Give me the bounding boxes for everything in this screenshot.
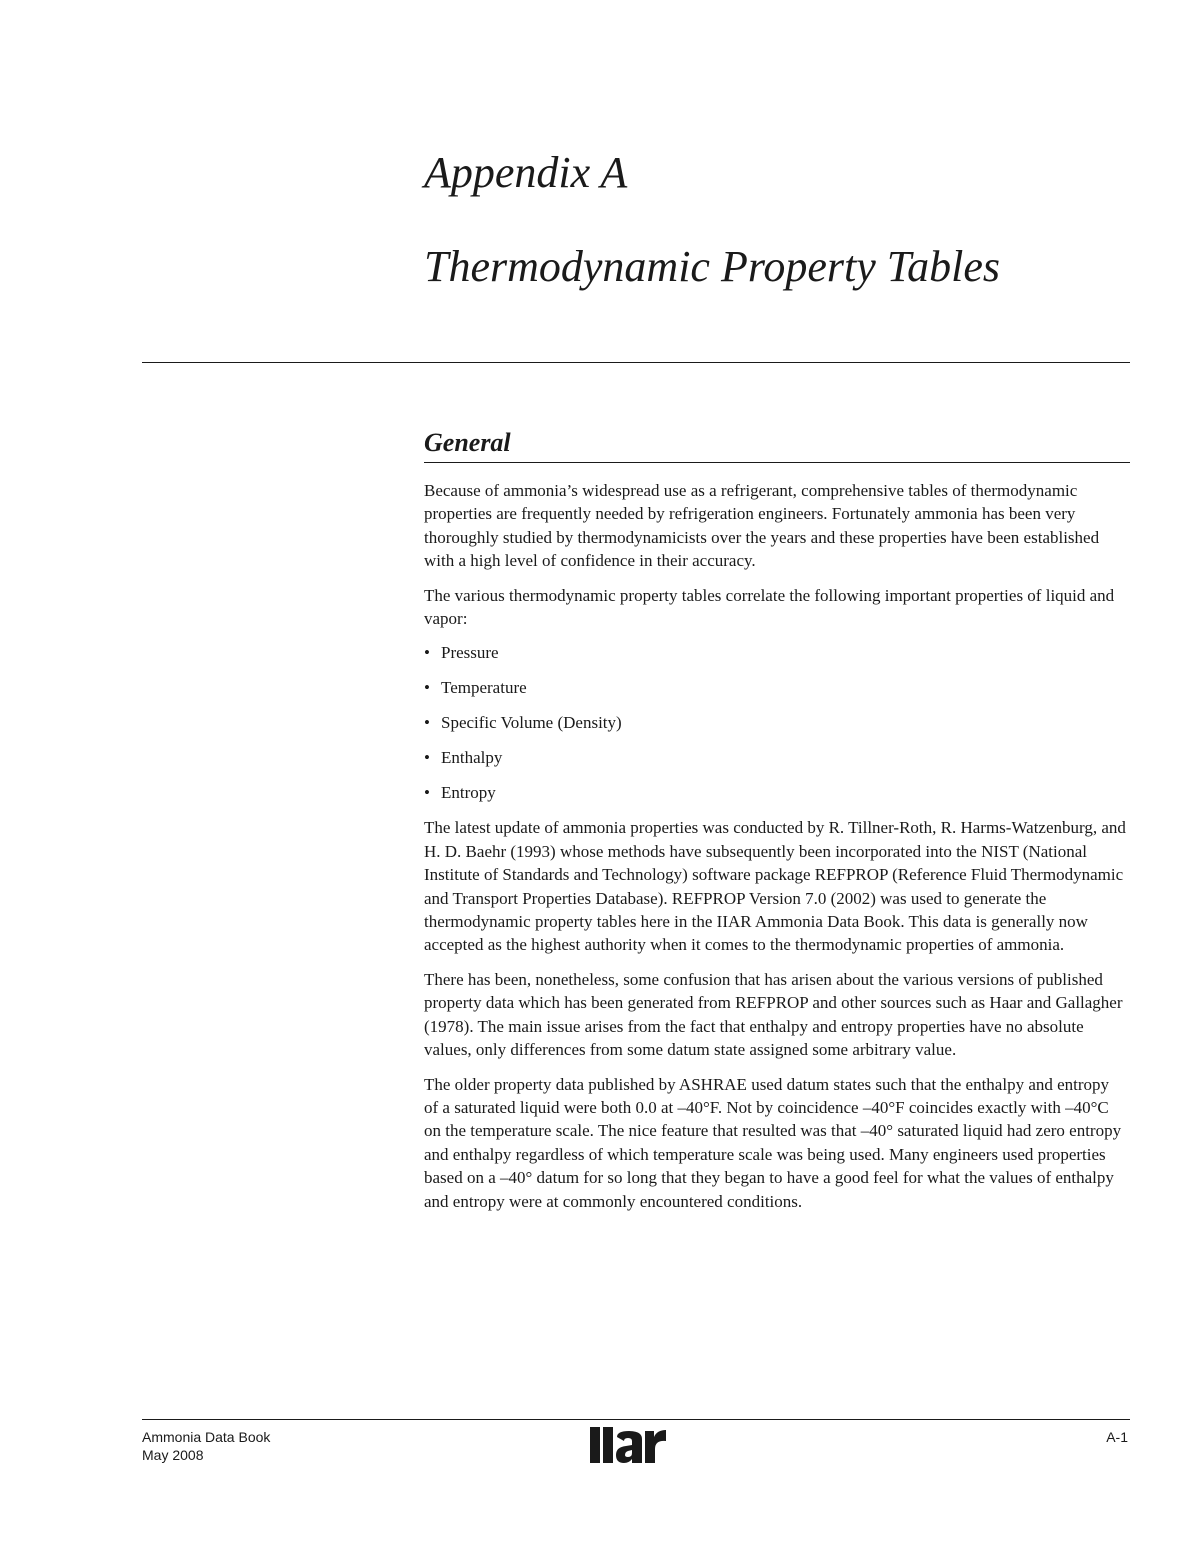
bullet-icon: • bbox=[424, 748, 430, 768]
bullet-icon: • bbox=[424, 713, 430, 733]
property-list bbox=[424, 641, 1126, 804]
paragraph-refprop: The latest update of ammonia properties was conducted by R. Tillner-Roth, R. Harms-Watzenburg, and H. D. Baehr (1993) whose methods have subsequently been incorporated into the NIST (National Institute of Standards and Technology) software package REFPROP (Reference Fluid Thermodynamic and Transport Properties Database). REFPROP Version 7.0 (2002) was used to generate the thermodynamic property tables here in the IIAR Ammonia Data Book. This data is generally now accepted as the highest authority when it comes to the thermodynamic properties of ammonia. bbox=[424, 818, 1126, 955]
header-divider bbox=[142, 362, 1130, 363]
footer-book-title: Ammonia Data Book bbox=[142, 1429, 271, 1445]
paragraph-ashrae-datum: The older property data published by ASHRAE used datum states such that the enthalpy and entropy of a saturated liquid were both 0.0 at –40°F. Not by coincidence –40°F coincides exactly with –40°C on the temperature scale. The nice feature that resulted was that –40° saturated liquid had zero entropy and enthalpy regardless of which temperature scale was being used. Many engineers used properties based on a –40° datum for so long that they began to have a good feel for what the values of enthalpy and entropy were at commonly encountered conditions. bbox=[424, 1074, 1122, 1211]
appendix-title: Appendix A bbox=[424, 148, 628, 197]
list-item-label: Enthalpy bbox=[441, 748, 503, 768]
body-text bbox=[424, 479, 1126, 1224]
footer-divider bbox=[142, 1419, 1130, 1420]
bullet-icon: • bbox=[424, 783, 430, 803]
list-item bbox=[424, 641, 1126, 664]
paragraph-confusion: There has been, nonetheless, some confusion that has arisen about the various versions of published property data which has been generated from REFPROP and other sources such as Haar and Gallagher (1978). The main issue arises from the fact that enthalpy and entropy properties have no absolute values, only differences from some datum state assigned some arbitrary value. bbox=[424, 969, 1123, 1060]
list-item-label: Temperature bbox=[441, 678, 527, 698]
list-item bbox=[424, 676, 1126, 699]
list-item bbox=[424, 746, 1126, 769]
list-item-label: Specific Volume (Density) bbox=[441, 713, 622, 733]
footer-date: May 2008 bbox=[142, 1447, 204, 1463]
bullet-icon: • bbox=[424, 643, 430, 663]
iiar-logo-icon bbox=[590, 1427, 682, 1463]
paragraph-intro: Because of ammonia’s widespread use as a refrigerant, comprehensive tables of thermodynamic properties are frequently needed by refrigeration engineers. Fortunately ammonia has been very thoroughly studied by thermodynamicists over the years and these properties have been established with a high level of confidence in their accuracy. bbox=[424, 481, 1100, 571]
list-item-label: Pressure bbox=[441, 643, 499, 663]
section-heading-general: General bbox=[424, 426, 1130, 463]
appendix-subtitle: Thermodynamic Property Tables bbox=[424, 242, 1001, 291]
paragraph-properties-intro: The various thermodynamic property tables correlate the following important properties of liquid and vapor: bbox=[424, 585, 1115, 629]
list-item-label: Entropy bbox=[441, 783, 496, 803]
bullet-icon: • bbox=[424, 678, 430, 698]
page-number: A-1 bbox=[1106, 1429, 1128, 1445]
footer-book-info bbox=[142, 1428, 270, 1464]
list-item bbox=[424, 711, 1126, 734]
list-item bbox=[424, 781, 1126, 804]
